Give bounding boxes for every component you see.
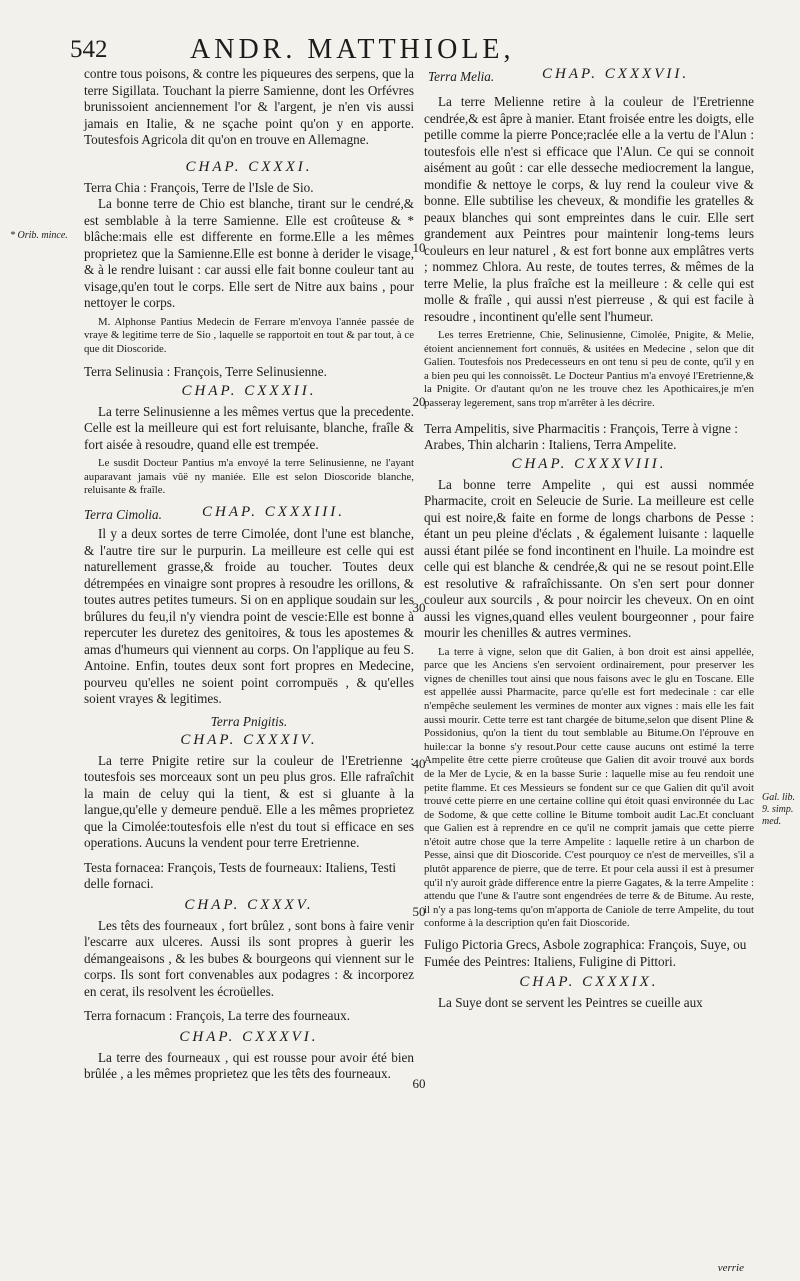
chapter-text-134: La terre Pnigite retire sur la couleur de l'Eretrienne : toutesfois ses morceaux sont un peu plus gros. Elle rafraîchit la main de celuy qui la tient, & est si gluante à la langue,qu'elle y demeure penduë. Elle a les mêmes proprietez que la Cimolée:toutesfois elle n'est du tout si efficace en ses operations. Aucuns la vendent pour terre Eretrienne. [84, 752, 414, 851]
catchword: verrie [717, 1262, 744, 1274]
chapter-heading-139: CHAP. CXXXIX. [519, 974, 659, 991]
chapter-heading-134: CHAP. CXXXIV. [180, 731, 318, 748]
chapter-text-132: La terre Selinusienne a les mêmes vertus que la precedente. Celle est la meilleure qui est fort reluisante, blanche, fraîle & fort aisée à resoudre, quand elle est trempée. [84, 403, 414, 452]
synonym-line-139: Fuligo Pictoria Grecs, Asbole zographica: François, Suye, ou Fumée des Peintres: Italiens, Fuligine di Pittori. [424, 937, 747, 969]
chapter-note-137: Les terres Eretrienne, Chie, Selinusienne, Cimolée, Pnigite, & Melie, étoient anciennement fort connuës, & usitées en Medecine , selon que dit Galien. Toutesfois nos Predecesseurs en ont tenu si peu de conte, qu'il y en a bien peu qui les connoissêt. Le Docteur Pantius m'a envoyé l'Eretrienne,& la Pnigite. Or d'autant qu'on ne les trouve chez les Apothicaires,je m'en passeray legerement, sans trop m'arrêter à les décrire. [424, 329, 754, 409]
chapter-heading-132: CHAP. CXXXII. [181, 382, 317, 399]
margin-note-right: Gal. lib. 9. simp. med. [762, 792, 796, 827]
synonym-line-135: Testa fornacea: François, Tests de fourneaux: Italiens, Testi delle fornaci. [84, 859, 397, 892]
margin-note-left: * Orib. mince. [10, 230, 68, 241]
chapter-text-135: Les têts des fourneaux , fort brûlez , sont bons à faire venir l'escarre aux ulceres. Aussi ils sont propres à guerir les démangeaisons , & les bubes & bourgeons qui viennent sur le corps. Ils sont fort convenables aux podagres : & incorporez en cerat, ils resolvent les écroüelles. [84, 917, 414, 999]
synonym-line-136: Terra fornacum : François, La terre des fourneaux. [84, 1008, 351, 1024]
synonym-line-132: Terra Selinusia : François, Terre Selinusienne. [84, 364, 327, 380]
line-number-40: 40 [412, 756, 426, 771]
synonym-line-138: Terra Ampelitis, sive Pharmacitis : François, Terre à vigne : Arabes, Thin alcharin : Italiens, Terra Ampelite. [424, 420, 738, 453]
chapter-note-138: La terre à vigne, selon que dit Galien, à bon droit est ainsi appellée, parce que les Anciens s'en servoient ordinairement, pour preserver les vignes de chenilles tout ainsi que nous faisons avec le glu en Toscane. Elle est appellée aussi Pharmacite, parce qu'elle est fort medecinale : car elle n'empêche seulement les vermines de monter aux vignes : mais elle les fait aussi mourir. Cette terre est tant chargée de bitume,selon que disent Pline & Possidonius, qu'on la tient du tout semblable au Bitume.On l'éprouve en huile:car la bonne s'y resout.Pour cette cause aucuns ont estimé la terre Ampelite être cette pierre croûteuse que Galien dit avoir trouvé aux bords de la Mer de Lycie, & en la basse Surie : laquelle mise au feu rendoit une petite flamme. Et ces Messieurs se fondent sur ce que Galien dit qu'il avoit trouvé cette pierre en une certaine colline qui étoit quasi environnée du Lac de Sodome, & que cette colline le Bitume tomboit audit Lac.Et concluant que Galien est à reprendre en ce qu'il ne comprit jamais que cette pierre n'étoit autre chose que la terre Ampelite : laquelle retire à un charbon de Pesse, ainsi que dit Dioscoride. C'est pourquoy ce n'est de merveilles, s'il a plutôt apparence de pierre, que de terre. Et pour cela aussi il est à presumer qu'il n'y auroit gràde difference entre la pierre Gagates, & la terre Ampelite : attendu que l'une & l'autre sont engendrées de terre & de Bitume. Au reste, il n'y a pas long-tems qu'on m'apporta de Caniole de terre Ampelite, du tout conforme à la description qu'en fait Dioscoride. [424, 645, 754, 930]
intro-paragraph: contre tous poisons, & contre les piqueures des serpens, que la terre Sigillata. Touchant la pierre Samienne, dont les Orfévres brunissoient anciennement l'or & l'argent, je n'en vis aussi jamais en Italie, & ne sçache point qu'on y en apporte. Toutesfois Agricola dit qu'on en trouve en Allemagne. [84, 66, 414, 147]
chapter-heading-135: CHAP. CXXXV. [184, 896, 314, 913]
chapter-text-131: La bonne terre de Chio est blanche, tirant sur le cendré,& est semblable à la terre Samienne. Elle est croûteuse & * blâche:mais elle est differente en forme.Elle a les mêmes proprietez que la Samienne.Elle est bonne à derider le visage, & à le rendre luisant : car aussi elle fait bonne couleur tant au visage,qu'en tout le corps. Elle sert de Nitre aux bains , pour nettoyer le corps. [84, 196, 414, 310]
chapter-title-row-137 [424, 66, 754, 88]
synonym-line-131: Terra Chia : François, Terre de l'Isle de Sio. [84, 179, 314, 195]
chapter-text-136: La terre des fourneaux , qui est rousse pour avoir été bien brûlée , a les mêmes proprietez que les têts des fourneaux. [84, 1049, 414, 1082]
chapter-note-131: M. Alphonse Pantius Medecin de Ferrare m'envoya l'année passée de vraye & legitime terre de Sio , laquelle se rapportoit en tout & par tout, à ce que dit Dioscoride. [84, 315, 414, 355]
synonym-line-133: Terra Cimolia. [84, 507, 162, 523]
running-title: ANDR. MATTHIOLE, [190, 34, 515, 65]
chapter-heading-131: CHAP. CXXXI. [185, 158, 313, 175]
chapter-heading-136: CHAP. CXXXVI. [179, 1028, 319, 1045]
chapter-heading-137: CHAP. CXXXVII. [542, 66, 690, 82]
line-number-10: 10 [412, 240, 426, 255]
chapter-text-139: La Suye dont se servent les Peintres se cueille aux [438, 995, 703, 1011]
chapter-text-138: La bonne terre Ampelite , qui est aussi nommée Pharmacite, croit en Seleucie de Surie. La meilleure est celle qui est noire,& faite en forme de longs charbons de Pesse : étant un peu pleine d'éclats , & également luisante : laquelle aussi étant pilée se fond incontinent en l'huile. La moindre est celle qui est blanche & cendrée,& qui ne se resout point.Elle est resolutive & rafraîchissante. On s'en sert pour donner couleur aux sourcils , & pour noircir les cheveux. On en oint aussi les vignes,quand elles veulent bourgeonner , pour faire mourir les chenilles & autres vermines. [424, 476, 754, 641]
right-column [424, 66, 754, 1012]
chapter-heading-133: CHAP. CXXXIII. [202, 504, 345, 521]
synonym-line-134: Terra Pnigitis. [210, 713, 288, 729]
page-number: 542 [70, 36, 108, 63]
chapter-text-137: La terre Melienne retire à la couleur de l'Eretrienne cendrée,& est âpre à manier. Etant froisée entre les doigts, elle petille comme la pierre Ponce;raclée elle a la vertu de l'Alun : toutesfois elle n'est si efficace que l'Alun. Ce qui se connoit aisément au goût : car elle desseche mediocrement la langue, mondifie & nettoye le corps, & luy rend la couleur vive & bonne. Elle subtilise les cheveux, & mondifie les gratelles & peaux blanches qui sont empreintes dans le cuir. Elle sert grandement aux Peintres pour maintenir long-tems leurs couleurs en leur naturel , & est fort bonne aux emplâtres verts ; nommez Chlora. Au reste, de toutes terres, & mêmes de la terre Melie, la plus fraîche est la meilleure : & celle qui est molle & fraîle , qui aussi n'est pierreuse , & qui est facile à resoudre , incontinent qu'elle sent l'humeur. [424, 94, 754, 324]
line-number-60: 60 [412, 1076, 426, 1091]
line-number-50: 50 [412, 904, 426, 919]
chapter-text-133: Il y a deux sortes de terre Cimolée, dont l'une est blanche, & l'autre tire sur le purpurin. La meilleure est celle qui est naturellement grasse,& froide au toucher. Toutes deux détrempées en vinaigre sont propres à resoudre les orillons, & toutes autres petites tumeurs. Si on en applique soudain sur les brûlures du feu,il n'y viendra point de vescie:Elle est bonne à repercuter les duretez des genitoires, & tous les apostemes & amas d'humeurs qui viennent au corps. On l'applique au feu S. Antoine. Enfin, toutes deux sont fort propres en Medecine, pourveu qu'elles ne soient point corrompuës , & qu'elles soient vrayes & legitimes. [84, 526, 414, 707]
synonym-line-137: Terra Melia. [428, 69, 495, 84]
line-number-30: 30 [412, 600, 426, 615]
line-number-20: 20 [412, 394, 426, 409]
chapter-title-row-133 [84, 504, 414, 526]
chapter-heading-138: CHAP. CXXXVIII. [511, 455, 667, 472]
left-column [84, 66, 414, 1083]
chapter-note-132: Le susdit Docteur Pantius m'a envoyé la terre Selinusienne, ne l'ayant auparavant jamais vûë ny maniée. Elle est selon Dioscoride blanche, reluisante & fraîle. [84, 457, 414, 497]
